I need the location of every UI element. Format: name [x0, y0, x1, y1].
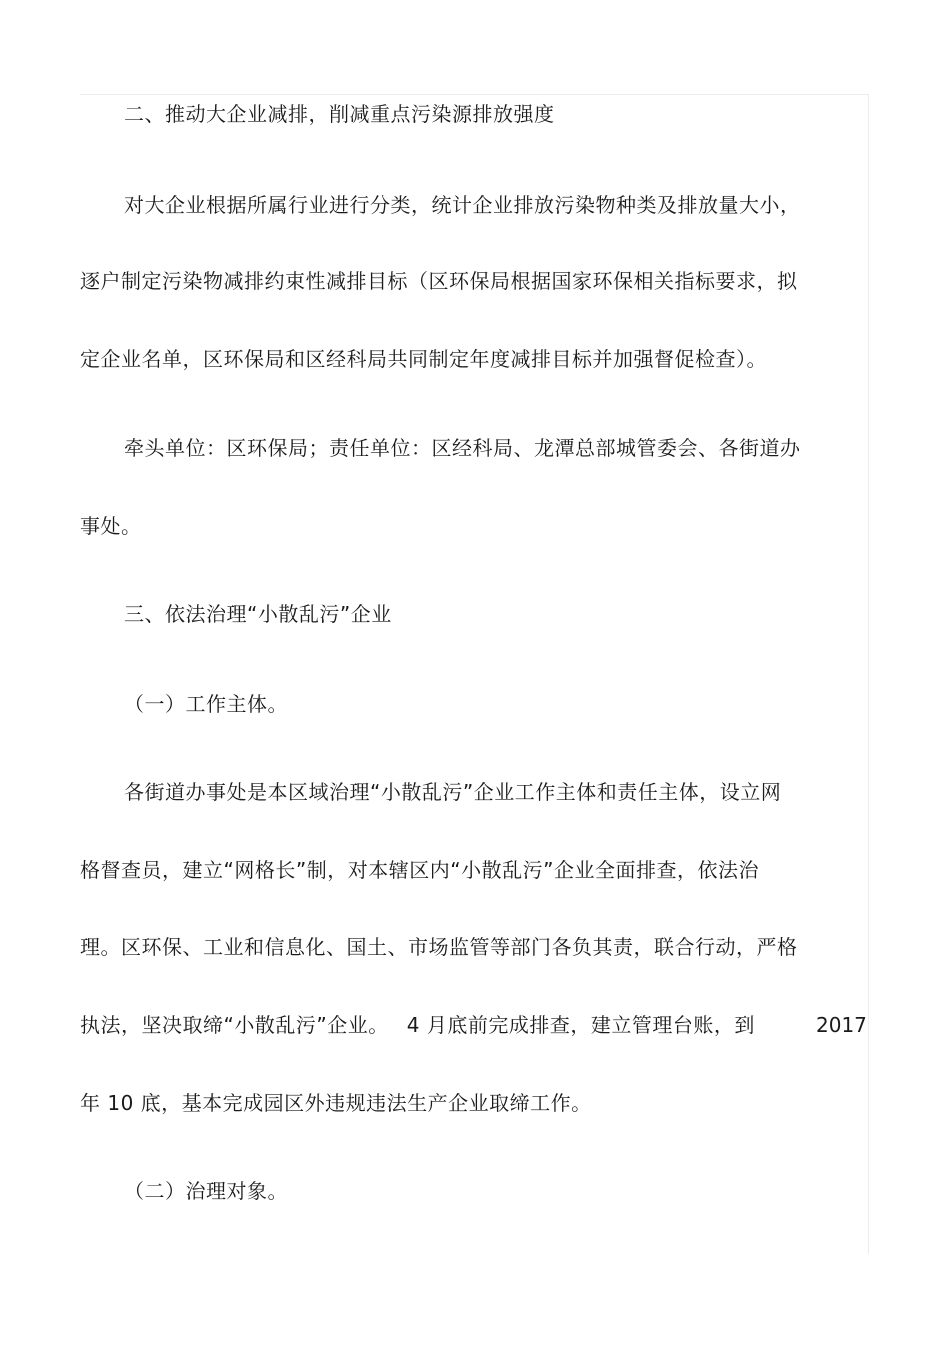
paragraph-3-line-4-text-b: 4 月底前完成排查，建立管理台账，到	[406, 1013, 755, 1037]
paragraph-2-line-1: 牵头单位：区环保局；责任单位：区经科局、龙潭总部城管委会、各街道办	[124, 436, 801, 460]
paragraph-1-line-1: 对大企业根据所属行业进行分类，统计企业排放污染物种类及排放量大小，	[124, 193, 801, 217]
section-heading-3: 三、依法治理“小散乱污”企业	[124, 602, 392, 626]
paragraph-1-line-3: 定企业名单，区环保局和区经科局共同制定年度减排目标并加强督促检查）。	[80, 347, 767, 371]
paragraph-3-line-4-text-a: 执法，坚决取缔“小散乱污”企业。	[80, 1013, 389, 1037]
paragraph-3-line-5: 年 10 底，基本完成园区外违规违法生产企业取缔工作。	[80, 1091, 592, 1115]
paragraph-2-line-2: 事处。	[80, 514, 142, 538]
paragraph-1-line-2: 逐户制定污染物减排约束性减排目标（区环保局根据国家环保相关指标要求，拟	[80, 269, 798, 293]
paragraph-3-line-1: 各街道办事处是本区域治理“小散乱污”企业工作主体和责任主体，设立网	[124, 780, 782, 804]
paragraph-3-line-3: 理。区环保、工业和信息化、国土、市场监管等部门各负其责，联合行动，严格	[80, 935, 798, 959]
page-right-border	[868, 94, 869, 1254]
paragraph-3-line-2: 格督查员，建立“网格长”制，对本辖区内“小散乱污”企业全面排查，依法治	[80, 858, 759, 882]
paragraph-3-line-4-year: 2017	[816, 1013, 867, 1037]
subheading-work-subject: （一）工作主体。	[124, 692, 288, 716]
section-heading-2: 二、推动大企业减排，削减重点污染源排放强度	[124, 102, 555, 126]
paragraph-3-line-4	[80, 1011, 755, 1039]
subheading-governance-target: （二）治理对象。	[124, 1179, 288, 1203]
page-top-border	[80, 94, 869, 95]
